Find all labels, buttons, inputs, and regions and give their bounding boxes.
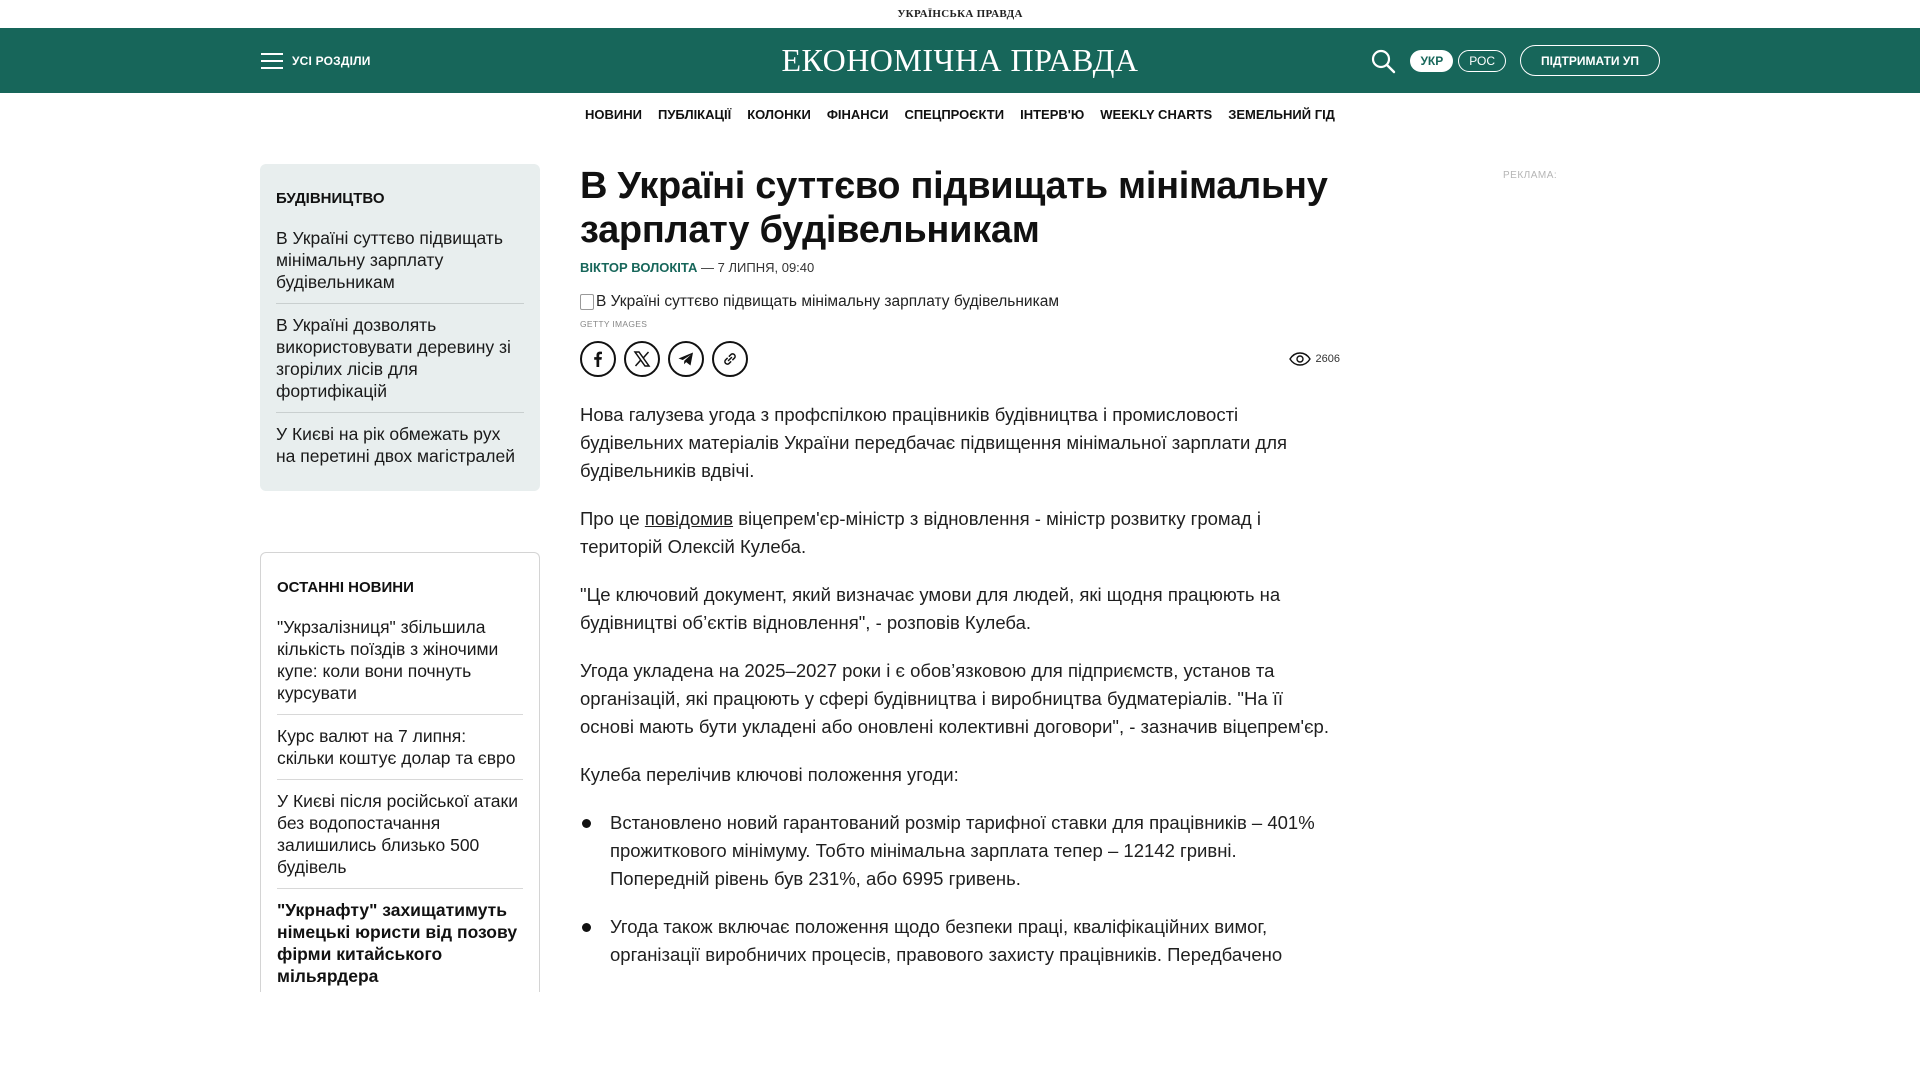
article-image-alt: В Україні суттєво підвищать мінімальну зарплату будівельникам xyxy=(596,293,1059,310)
nav-item-columns[interactable]: КОЛОНКИ xyxy=(747,106,811,122)
bullet-list xyxy=(580,809,1340,969)
paragraph-text: віцепрем'єр-міністр з відновлення - міністр розвитку громад і територій Олексій Кулеба. xyxy=(580,508,1261,557)
image-credit: GETTY IMAGES xyxy=(580,319,648,329)
latest-news-item[interactable]: "Укрзалізниця" збільшила кількість поїздів з жіночими купе: коли вони почнуть курсувати xyxy=(277,606,523,715)
nav-item-news[interactable]: НОВИНИ xyxy=(585,106,642,122)
bullet-item: Угода також включає положення щодо безпеки праці, кваліфікаційних вимог, організації виробничих процесів, правового захисту працівників. Передбачено xyxy=(580,913,1340,969)
share-telegram-button[interactable] xyxy=(668,341,704,377)
latest-news-box xyxy=(260,552,540,992)
nav-item-finance[interactable]: ФІНАНСИ xyxy=(826,106,889,122)
ad-label: РЕКЛАМА: xyxy=(1503,170,1558,181)
related-item[interactable]: В Україні дозволять використовувати деревину зі згорілих лісів для фортифікацій xyxy=(276,304,524,413)
paragraph xyxy=(580,505,1340,561)
site-logo[interactable]: ЕКОНОМІЧНА ПРАВДА xyxy=(781,42,1139,78)
site-header xyxy=(0,28,1920,93)
paragraph: Нова галузева угода з профспілкою працівників будівництва і промисловості будівельних матеріалів України передбачає підвищення мінімальної зарплати для будівельників вдвічі. xyxy=(580,404,1288,481)
author-link[interactable]: ВІКТОР ВОЛОКІТА xyxy=(580,260,698,275)
search-icon[interactable] xyxy=(1370,48,1396,74)
lang-ros-button[interactable]: РОС xyxy=(1458,50,1506,72)
paragraph-text: Про це xyxy=(580,508,645,529)
paragraph: Угода укладена на 2025–2027 роки і є обов’язковою для підприємств, установ та організацій, які працюють у сфері будівництва і виробництва будматеріалів. "На її основі мають бути укладені або оновлені колективні договори", - зазначив віцепрем'єр. xyxy=(580,660,1329,737)
related-item[interactable]: В Україні суттєво підвищать мінімальну зарплату будівельникам xyxy=(276,217,524,304)
support-button[interactable]: ПІДТРИМАТИ УП xyxy=(1520,45,1660,76)
hamburger-icon xyxy=(261,53,283,69)
lang-ukr-button[interactable]: УКР xyxy=(1410,50,1453,72)
bullet-item: Встановлено новий гарантований розмір тарифної ставки для працівників – 401% прожиткового мінімуму. Тобто мінімальна зарплата тепер – 12142 гривні. Попередній рівень був 231%, або 6995 гривень. xyxy=(580,809,1340,893)
header-actions xyxy=(1370,28,1660,93)
article-body xyxy=(580,401,1340,969)
article xyxy=(580,164,1340,989)
latest-news-item[interactable]: У Києві після російської атаки без водопостачання залишились близько 500 будівель xyxy=(277,780,523,889)
nav-item-publications[interactable]: ПУБЛІКАЦІЇ xyxy=(658,106,732,122)
top-strip xyxy=(0,0,1920,28)
link-icon xyxy=(721,350,739,368)
all-sections-button[interactable] xyxy=(261,28,371,93)
latest-news-title: ОСТАННІ НОВИНИ xyxy=(277,579,414,596)
up-brand-link[interactable]: УКРАЇНСЬКА ПРАВДА xyxy=(897,8,1023,20)
nav-item-weekly-charts[interactable]: WEEKLY CHARTS xyxy=(1100,106,1213,122)
nav-item-interviews[interactable]: ІНТЕРВ'Ю xyxy=(1020,106,1085,122)
viewport-bottom-blank xyxy=(0,993,1920,1080)
all-sections-label: УСІ РОЗДІЛИ xyxy=(292,53,371,68)
related-item[interactable]: У Києві на рік обмежать рух на перетині двох магістралей xyxy=(276,424,516,466)
paragraph: "Це ключовий документ, який визначає умови для людей, які щодня працюють на будівництві об’єктів відновлення", - розповів Кулеба. xyxy=(580,584,1281,633)
article-image xyxy=(580,293,1340,311)
share-x-button[interactable] xyxy=(624,341,660,377)
copy-link-button[interactable] xyxy=(712,341,748,377)
eye-icon xyxy=(1289,352,1311,366)
related-title[interactable]: БУДІВНИЦТВО xyxy=(276,190,385,207)
share-facebook-button[interactable] xyxy=(580,341,616,377)
related-box xyxy=(260,164,540,491)
section-nav xyxy=(0,93,1920,135)
nav-item-land-guide[interactable]: ЗЕМЕЛЬНИЙ ГІД xyxy=(1228,106,1335,122)
facebook-icon xyxy=(589,350,607,368)
nav-item-special-projects[interactable]: СПЕЦПРОЄКТИ xyxy=(904,106,1005,122)
latest-news-item[interactable]: "Укрнафту" захищатимуть німецькі юристи від позову фірми китайського мільярдера xyxy=(277,900,518,986)
publish-date: — 7 ЛИПНЯ, 09:40 xyxy=(701,260,815,275)
latest-news-item[interactable]: Курс валют на 7 липня: скільки коштує долар та євро xyxy=(277,715,523,780)
article-title: В Україні суттєво підвищать мінімальну зарплату будівельникам xyxy=(580,165,1328,251)
x-icon xyxy=(633,350,651,368)
broken-image-icon xyxy=(580,294,594,310)
views-counter xyxy=(1289,352,1340,366)
views-count: 2606 xyxy=(1315,353,1340,365)
source-link[interactable]: повідомив xyxy=(644,508,734,529)
share-bar xyxy=(580,341,1340,377)
article-meta xyxy=(580,260,1340,275)
telegram-icon xyxy=(677,350,695,368)
paragraph: Кулеба перелічив ключові положення угоди: xyxy=(580,764,959,785)
